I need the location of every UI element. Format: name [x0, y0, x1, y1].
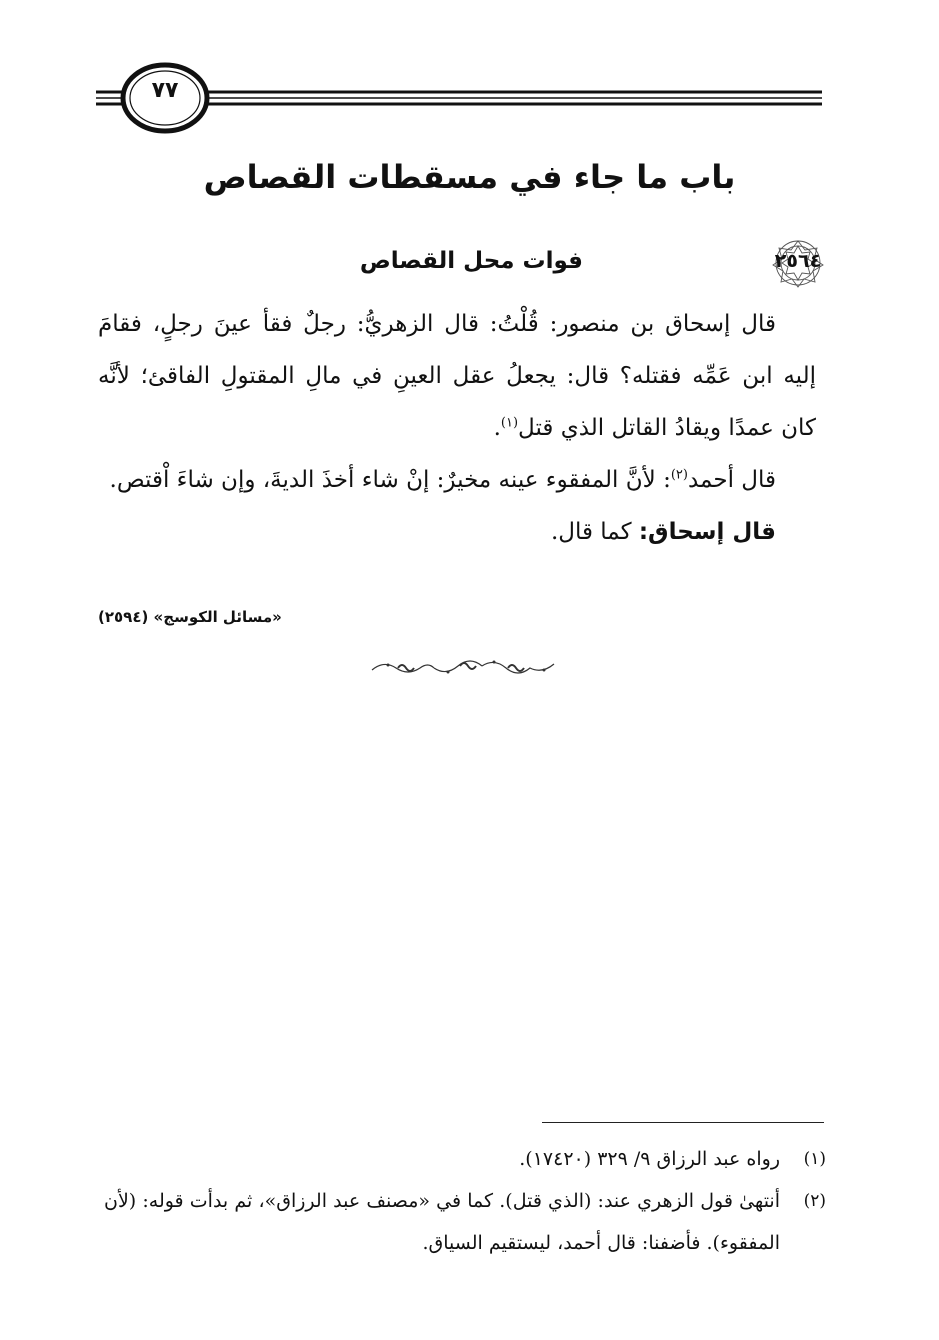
header-rule-ornament — [96, 60, 822, 140]
footnote-1-text: رواه عبد الرزاق ٩/ ٣٢٩ (١٧٤٢٠). — [519, 1148, 780, 1170]
chapter-title: باب ما جاء في مسقطات القصاص — [203, 158, 736, 196]
source-reference: «مسائل الكوسج» (٢٥٩٤) — [98, 608, 282, 626]
entry-header — [95, 238, 835, 288]
paragraph-3-label: قال إسحاق: — [638, 519, 776, 545]
entry-title: فوات محل القصاص — [359, 248, 583, 274]
page-header — [96, 60, 822, 140]
footnote-marker-1[interactable]: (١) — [500, 415, 519, 431]
footnote-2-text: أنتهىٰ قول الزهري عند: (الذي قتل). كما في «مصنف عبد الرزاق»، ثم بدأت قوله: (لأن المفقوء). فأضفنا: قال أحمد، ليستقيم السياق. — [104, 1190, 780, 1254]
footnote-1 — [104, 1138, 826, 1180]
footnote-marker-2[interactable]: (٢) — [670, 467, 688, 483]
footnote-1-number: (١) — [803, 1149, 826, 1169]
paragraph-1-end: . — [493, 415, 501, 441]
footnote-2-number: (٢) — [803, 1191, 826, 1211]
entry-number: ٢٥٦٤ — [774, 250, 822, 272]
footnote-separator — [542, 1122, 824, 1123]
page-number: ٧٧ — [151, 78, 179, 103]
paragraph-2 — [98, 454, 816, 506]
footnotes — [104, 1138, 826, 1264]
paragraph-2-start: قال أحمد — [687, 467, 776, 493]
separator-ornament — [368, 656, 558, 678]
paragraph-2-rest: : لأنَّ المفقوء عينه مخيرٌ: إنْ شاء أخذَ الديةَ، وإن شاءَ اْقتص. — [109, 467, 671, 493]
paragraph-3 — [98, 506, 816, 558]
main-text — [98, 298, 816, 558]
paragraph-3-text: كما قال. — [550, 519, 639, 545]
footnote-2 — [104, 1180, 826, 1264]
paragraph-1-text: قال إسحاق بن منصور: قُلْتُ: قال الزهريُّ: رجلٌ فقأ عينَ رجلٍ، فقامَ إليه ابن عَمِّه فقتله؟ قال: يجعلُ عقل العينِ في مالِ المقتولِ الفاقئ؛ لأنَّه كان عمدًا ويقادُ القاتل الذي قتل — [98, 311, 816, 441]
paragraph-1 — [98, 298, 816, 454]
entry-number-badge — [761, 238, 835, 288]
